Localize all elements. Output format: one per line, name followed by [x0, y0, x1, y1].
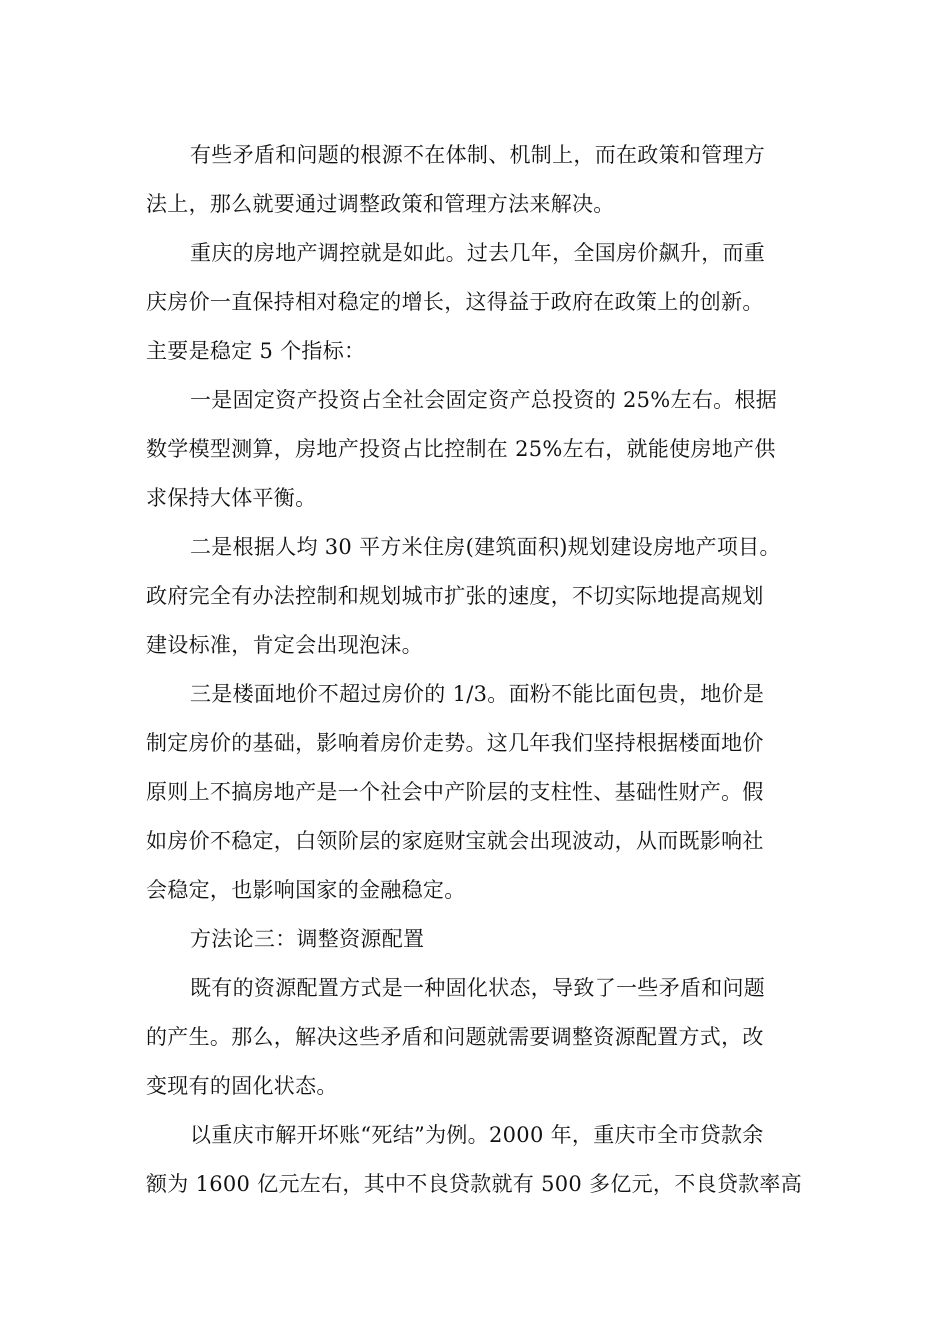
text-line: 一是固定资产投资占全社会固定资产总投资的 25%左右。根据: [190, 388, 778, 412]
text-line: 会稳定，也影响国家的金融稳定。: [146, 878, 466, 902]
paragraph-5: [146, 670, 804, 915]
text-line: 以重庆市解开坏账“死结”为例。2000 年，重庆市全市贷款余: [190, 1123, 764, 1147]
paragraph-8: [146, 1111, 804, 1209]
paragraph-4: [146, 523, 804, 670]
paragraph-7: [146, 964, 804, 1111]
text-line: 变现有的固化状态。: [146, 1074, 338, 1098]
text-line: 二是根据人均 30 平方米住房(建筑面积)规划建设房地产项目。: [190, 535, 781, 559]
text-line: 原则上不搞房地产是一个社会中产阶层的支柱性、基础性财产。假: [146, 780, 764, 804]
text-line: 如房价不稳定，白领阶层的家庭财宝就会出现波动，从而既影响社: [146, 829, 764, 853]
text-line: 建设标准，肯定会出现泡沫。: [146, 633, 423, 657]
text-line: 数学模型测算，房地产投资占比控制在 25%左右，就能使房地产供: [146, 437, 776, 461]
document-body: [146, 131, 804, 1209]
text-line: 既有的资源配置方式是一种固化状态，导致了一些矛盾和问题: [190, 976, 766, 1000]
text-line: 有些矛盾和问题的根源不在体制、机制上，而在政策和管理方: [190, 143, 766, 167]
section-heading: [146, 915, 804, 964]
text-line: 制定房价的基础，影响着房价走势。这几年我们坚持根据楼面地价: [146, 731, 764, 755]
text-line: 政府完全有办法控制和规划城市扩张的速度，不切实际地提高规划: [146, 584, 764, 608]
paragraph-3: [146, 376, 804, 523]
text-line: 重庆的房地产调控就是如此。过去几年，全国房价飙升，而重: [190, 241, 766, 265]
text-line: 主要是稳定 5 个指标：: [146, 339, 366, 363]
text-line: 庆房价一直保持相对稳定的增长，这得益于政府在政策上的创新。: [146, 290, 764, 314]
text-line: 求保持大体平衡。: [146, 486, 317, 510]
text-line: 三是楼面地价不超过房价的 1/3。面粉不能比面包贵，地价是: [190, 682, 765, 706]
paragraph-1: [146, 131, 804, 229]
paragraph-2: [146, 229, 804, 376]
text-line: 额为 1600 亿元左右，其中不良贷款就有 500 多亿元，不良贷款率高: [146, 1172, 803, 1196]
text-line: 的产生。那么，解决这些矛盾和问题就需要调整资源配置方式，改: [146, 1025, 764, 1049]
heading-text: 方法论三：调整资源配置: [190, 927, 425, 951]
text-line: 法上，那么就要通过调整政策和管理方法来解决。: [146, 192, 615, 216]
